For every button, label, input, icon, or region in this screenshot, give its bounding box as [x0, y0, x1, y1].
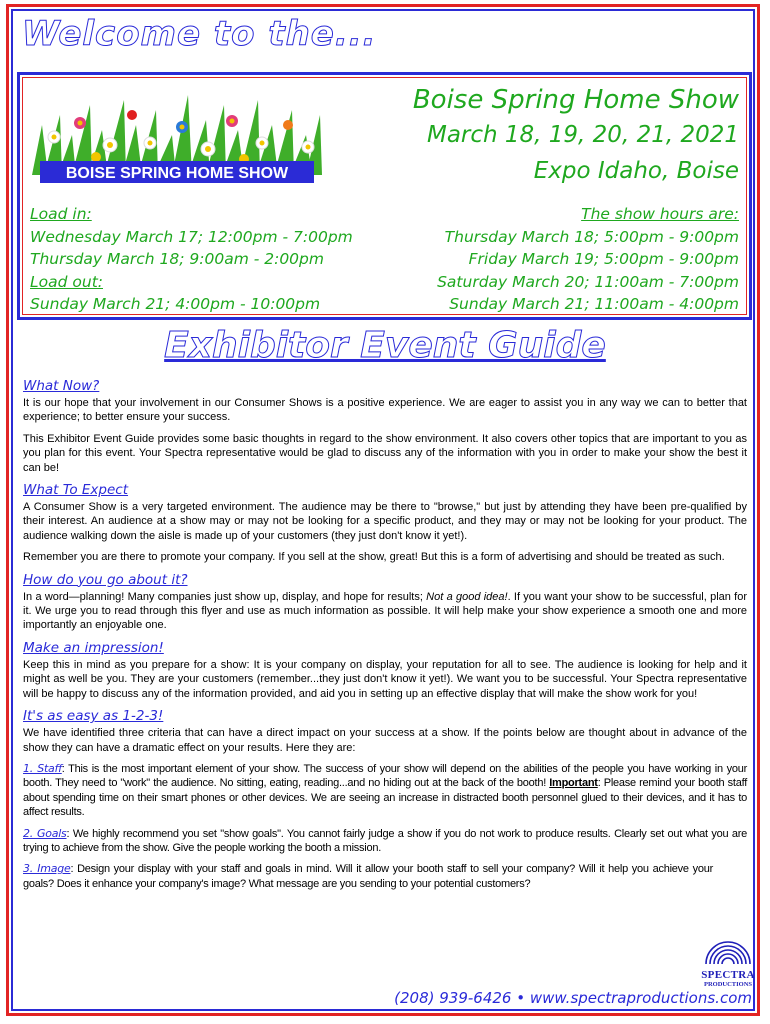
load-out-label: Load out: [30, 272, 103, 291]
paragraph: It is our hope that your involvement in our Consumer Shows is a positive experience. We are eager to assist you in any way we can to better that experience; to better ensure your success. [23, 397, 747, 424]
show-info-box [17, 72, 752, 320]
contact-footer: (208) 939-6426 • www.spectraproductions.com [394, 989, 752, 1007]
logo-banner-text: BOISE SPRING HOME SHOW [65, 165, 289, 182]
emphasis-text: Not a good idea! [426, 590, 508, 603]
show-details [413, 83, 739, 189]
spectra-name: SPECTRA [701, 969, 755, 981]
paragraph: Remember you are there to promote your company. If you sell at the show, great! But this is a form of advertising and should be treated as such. [23, 551, 725, 564]
guide-content [23, 378, 747, 898]
welcome-heading: Welcome to the... [22, 14, 377, 54]
load-in-line: Wednesday March 17; 12:00pm - 7:00pm [30, 227, 353, 246]
paragraph: This Exhibitor Event Guide provides some basic thoughts in regard to the show environment. It also covers other topics that are important to you as you plan for this event. Your Spectra representative would be glad to discuss any of the information with you in order to make your show the best it can be! [23, 432, 747, 474]
section-heading-what-to-expect: What To Expect [23, 482, 129, 499]
boise-spring-home-show-logo [32, 85, 322, 195]
spectra-logo [700, 938, 756, 988]
load-schedule [30, 203, 353, 316]
show-hours [437, 203, 739, 316]
show-hours-line: Sunday March 21; 11:00am - 4:00pm [449, 295, 739, 313]
section-heading-how: How do you go about it? [23, 571, 188, 588]
show-dates: March 18, 19, 20, 21, 2021 [426, 122, 739, 148]
text-run: . If you want your show to be successful, plan for it. We urge you to read through this flyer and use as much information as possible. It will help make your show experience a smooth one and more importantly an enjoyable one. [23, 590, 747, 632]
criteria-label-goals: 2. Goals [23, 826, 67, 840]
text-run: : Please remind your booth staff about spending time on their smart phones or other devices. We are seeing an increase in distracted booth personnel glued to their devices, and it has to affect results. [23, 777, 747, 819]
load-in-label: Load in: [30, 205, 92, 223]
section-heading-what-now: What Now? [23, 378, 100, 394]
text-run: : This is the most important element of your show. The success of your show will depend on the abilities of the people you have working in your booth. They need to "work" the audience. No sitting, eating, reading...and no hiding out at the back of the booth! [23, 762, 747, 790]
show-hours-line: Thursday March 18; 5:00pm - 9:00pm [444, 227, 739, 246]
section-heading-easy: It's as easy as 1-2-3! [23, 708, 164, 725]
paragraph-goals [23, 827, 747, 856]
text-run: In a word—planning! Many companies just show up, display, and hope for results; [23, 590, 427, 603]
show-hours-line: Saturday March 20; 11:00am - 7:00pm [437, 272, 739, 291]
show-hours-label: The show hours are: [581, 205, 739, 223]
section-heading-impression: Make an impression! [23, 639, 164, 656]
paragraph: We have identified three criteria that can have a direct impact on your success at a show. If the points below are thought about in advance of the show they can have a dramatic effect on your results. Here they are: [23, 727, 747, 754]
spectra-sub: PRODUCTIONS [703, 981, 753, 988]
show-venue: Expo Idaho, Boise [533, 158, 739, 184]
paragraph [23, 590, 747, 633]
criteria-label-image: 3. Image [23, 862, 71, 876]
load-out-line: Sunday March 21; 4:00pm - 10:00pm [30, 295, 321, 313]
spectra-rainbow-icon [702, 938, 754, 964]
paragraph: A Consumer Show is a very targeted environment. The audience may be there to "browse," but just by attending they have been pre-qualified by their interest. An audience at a show may or may not be looking for a specific product, and they may or may not be looking for your product. The audience walking down the aisle is made up of your customers (they just don't know it yet!). [23, 501, 747, 542]
paragraph-staff [23, 762, 747, 820]
paragraph-image [23, 862, 713, 891]
text-run: : We highly recommend you set "show goals". You cannot fairly judge a show if you do not work to produce results. Clearly set out what you are trying to achieve from the show. Give the people working the booth a mission. [23, 827, 748, 854]
important-text: Important [549, 777, 598, 790]
show-hours-line: Friday March 19; 5:00pm - 9:00pm [468, 250, 739, 268]
criteria-label-staff: 1. Staff [23, 761, 62, 775]
paragraph: Keep this in mind as you prepare for a show: It is your company on display, your reputation for all to see. The audience is looking for help and it might as well be you. They are your customers (remember...they just don't know it yet!). We want you to be successful. Your Spectra representative will be happy to discuss any of the information provided, and aid you in setting up an effective display that will make the show work for you! [23, 658, 747, 700]
load-in-line: Thursday March 18; 9:00am - 2:00pm [30, 250, 324, 268]
guide-title: Exhibitor Event Guide [164, 325, 606, 366]
text-run: : Design your display with your staff and goals in mind. Will it allow your booth staff to sell your company? Will it help you achieve your goals? Does it enhance your company's image? What message are you sending to your potential customers? [23, 863, 713, 890]
show-name: Boise Spring Home Show [412, 85, 739, 115]
